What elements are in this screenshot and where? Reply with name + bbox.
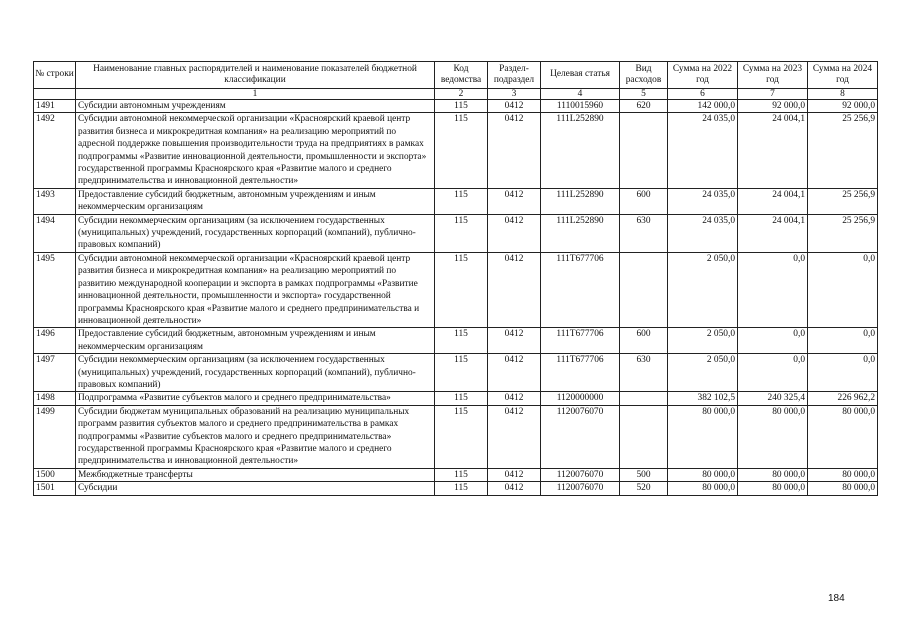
cell-sum-2023: 24 004,1 <box>738 214 808 252</box>
header-row-number: № строки <box>34 62 76 89</box>
cell-name: Межбюджетные трансферты <box>76 468 435 481</box>
cell-sum-2023: 24 004,1 <box>738 113 808 188</box>
cell-section: 0412 <box>488 405 541 468</box>
cell-sum-2022: 80 000,0 <box>668 482 738 495</box>
cell-expense-type: 520 <box>620 482 668 495</box>
cell-sum-2024: 25 256,9 <box>808 214 878 252</box>
header-expense-type: Вид расходов <box>620 62 668 89</box>
table-row <box>34 354 878 392</box>
cell-sum-2024: 0,0 <box>808 354 878 392</box>
cell-dept-code: 115 <box>435 188 488 214</box>
cell-expense-type: 620 <box>620 100 668 113</box>
cell-sum-2024: 0,0 <box>808 328 878 354</box>
cell-sum-2022: 24 035,0 <box>668 214 738 252</box>
cell-row-number: 1492 <box>34 113 76 188</box>
cell-row-number: 1497 <box>34 354 76 392</box>
cell-name: Субсидии бюджетам муниципальных образований на реализацию муниципальных программ развития субъектов малого и среднего предпринимательства в рамках подпрограммы «Развитие субъектов малого и среднего предпринимательства» государственной программы Красноярского края «Развитие малого и среднего предпринимательства и инновационной деятельности» <box>76 405 435 468</box>
cell-sum-2024: 92 000,0 <box>808 100 878 113</box>
cell-section: 0412 <box>488 392 541 405</box>
col-number: 7 <box>738 89 808 100</box>
cell-name: Субсидии <box>76 482 435 495</box>
col-number <box>34 89 76 100</box>
page-number: 184 <box>828 593 845 604</box>
table-row <box>34 482 878 495</box>
cell-target-article: 111L252890 <box>541 188 620 214</box>
cell-section: 0412 <box>488 482 541 495</box>
cell-row-number: 1496 <box>34 328 76 354</box>
cell-row-number: 1500 <box>34 468 76 481</box>
cell-target-article: 111L252890 <box>541 214 620 252</box>
table-row <box>34 252 878 327</box>
cell-sum-2022: 142 000,0 <box>668 100 738 113</box>
cell-expense-type: 630 <box>620 214 668 252</box>
table-row <box>34 100 878 113</box>
cell-row-number: 1498 <box>34 392 76 405</box>
cell-target-article: 1120076070 <box>541 468 620 481</box>
cell-name: Субсидии некоммерческим организациям (за исключением государственных (муниципальных) учреждений, государственных корпораций (компаний), публично-правовых компаний) <box>76 354 435 392</box>
cell-name: Подпрограмма «Развитие субъектов малого и среднего предпринимательства» <box>76 392 435 405</box>
col-number: 2 <box>435 89 488 100</box>
cell-target-article: 111L252890 <box>541 113 620 188</box>
table-header <box>34 62 878 100</box>
cell-section: 0412 <box>488 468 541 481</box>
cell-dept-code: 115 <box>435 405 488 468</box>
cell-sum-2023: 80 000,0 <box>738 468 808 481</box>
column-number-row <box>34 89 878 100</box>
cell-name: Субсидии автономной некоммерческой организации «Красноярский краевой центр развития бизнеса и микрокредитная компания» на реализацию мероприятий по развитию международной кооперации и экспорта в рамках подпрограммы «Развитие инновационной деятельности, промышленности и экспорта» государственной программы Красноярского края «Развитие малого и среднего предпринимательства и инновационной деятельности» <box>76 252 435 327</box>
cell-expense-type: 600 <box>620 188 668 214</box>
cell-sum-2024: 80 000,0 <box>808 468 878 481</box>
cell-sum-2024: 80 000,0 <box>808 482 878 495</box>
cell-section: 0412 <box>488 252 541 327</box>
header-dept-code: Код ведомства <box>435 62 488 89</box>
cell-name: Субсидии автономным учреждениям <box>76 100 435 113</box>
header-target-article: Целевая статья <box>541 62 620 89</box>
cell-sum-2023: 0,0 <box>738 354 808 392</box>
cell-sum-2023: 24 004,1 <box>738 188 808 214</box>
col-number: 1 <box>76 89 435 100</box>
cell-section: 0412 <box>488 100 541 113</box>
header-sum-2024: Сумма на 2024 год <box>808 62 878 89</box>
cell-target-article: 1120076070 <box>541 405 620 468</box>
cell-row-number: 1499 <box>34 405 76 468</box>
cell-sum-2022: 2 050,0 <box>668 354 738 392</box>
header-section: Раздел-подраздел <box>488 62 541 89</box>
cell-name: Субсидии автономной некоммерческой организации «Красноярский краевой центр развития бизнеса и микрокредитная компания» на реализацию мероприятий по адресной поддержке повышения производительности труда на предприятиях в рамках подпрограммы «Развитие инновационной деятельности, промышленности и экспорта» государственной программы Красноярского края «Развитие малого и среднего предпринимательства и инновационной деятельности» <box>76 113 435 188</box>
cell-dept-code: 115 <box>435 392 488 405</box>
table-row <box>34 188 878 214</box>
cell-sum-2023: 92 000,0 <box>738 100 808 113</box>
col-number: 4 <box>541 89 620 100</box>
cell-target-article: 1110015960 <box>541 100 620 113</box>
cell-target-article: 1120000000 <box>541 392 620 405</box>
cell-sum-2022: 24 035,0 <box>668 188 738 214</box>
cell-expense-type: 600 <box>620 328 668 354</box>
cell-sum-2024: 80 000,0 <box>808 405 878 468</box>
cell-dept-code: 115 <box>435 354 488 392</box>
cell-row-number: 1494 <box>34 214 76 252</box>
cell-section: 0412 <box>488 354 541 392</box>
table-row <box>34 392 878 405</box>
cell-expense-type <box>620 113 668 188</box>
cell-sum-2024: 25 256,9 <box>808 113 878 188</box>
col-number: 5 <box>620 89 668 100</box>
cell-target-article: 111T677706 <box>541 252 620 327</box>
cell-sum-2024: 0,0 <box>808 252 878 327</box>
cell-sum-2023: 80 000,0 <box>738 405 808 468</box>
cell-dept-code: 115 <box>435 482 488 495</box>
cell-dept-code: 115 <box>435 252 488 327</box>
cell-name: Субсидии некоммерческим организациям (за исключением государственных (муниципальных) учреждений, государственных корпораций (компаний), публично-правовых компаний) <box>76 214 435 252</box>
cell-dept-code: 115 <box>435 328 488 354</box>
cell-sum-2022: 382 102,5 <box>668 392 738 405</box>
cell-sum-2022: 80 000,0 <box>668 405 738 468</box>
header-name: Наименование главных распорядителей и наименование показателей бюджетной классификации <box>76 62 435 89</box>
cell-section: 0412 <box>488 188 541 214</box>
cell-dept-code: 115 <box>435 214 488 252</box>
cell-sum-2022: 80 000,0 <box>668 468 738 481</box>
table-row <box>34 328 878 354</box>
cell-row-number: 1501 <box>34 482 76 495</box>
table-row <box>34 405 878 468</box>
cell-sum-2024: 226 962,2 <box>808 392 878 405</box>
cell-sum-2023: 0,0 <box>738 252 808 327</box>
cell-expense-type: 500 <box>620 468 668 481</box>
cell-row-number: 1495 <box>34 252 76 327</box>
cell-section: 0412 <box>488 328 541 354</box>
cell-dept-code: 115 <box>435 468 488 481</box>
table-row <box>34 214 878 252</box>
header-sum-2022: Сумма на 2022 год <box>668 62 738 89</box>
cell-target-article: 1120076070 <box>541 482 620 495</box>
cell-sum-2023: 0,0 <box>738 328 808 354</box>
budget-table <box>33 61 878 496</box>
cell-dept-code: 115 <box>435 100 488 113</box>
cell-expense-type <box>620 252 668 327</box>
cell-section: 0412 <box>488 113 541 188</box>
cell-expense-type <box>620 405 668 468</box>
col-number: 6 <box>668 89 738 100</box>
cell-sum-2023: 80 000,0 <box>738 482 808 495</box>
cell-sum-2023: 240 325,4 <box>738 392 808 405</box>
cell-name: Предоставление субсидий бюджетным, автономным учреждениям и иным некоммерческим организациям <box>76 328 435 354</box>
cell-section: 0412 <box>488 214 541 252</box>
header-sum-2023: Сумма на 2023 год <box>738 62 808 89</box>
cell-dept-code: 115 <box>435 113 488 188</box>
cell-expense-type <box>620 392 668 405</box>
cell-target-article: 111T677706 <box>541 328 620 354</box>
cell-sum-2022: 2 050,0 <box>668 328 738 354</box>
table-row <box>34 113 878 188</box>
table-row <box>34 468 878 481</box>
col-number: 3 <box>488 89 541 100</box>
cell-expense-type: 630 <box>620 354 668 392</box>
cell-row-number: 1493 <box>34 188 76 214</box>
cell-sum-2022: 2 050,0 <box>668 252 738 327</box>
cell-sum-2022: 24 035,0 <box>668 113 738 188</box>
col-number: 8 <box>808 89 878 100</box>
cell-target-article: 111T677706 <box>541 354 620 392</box>
cell-name: Предоставление субсидий бюджетным, автономным учреждениям и иным некоммерческим организациям <box>76 188 435 214</box>
cell-row-number: 1491 <box>34 100 76 113</box>
cell-sum-2024: 25 256,9 <box>808 188 878 214</box>
table-body <box>34 100 878 496</box>
